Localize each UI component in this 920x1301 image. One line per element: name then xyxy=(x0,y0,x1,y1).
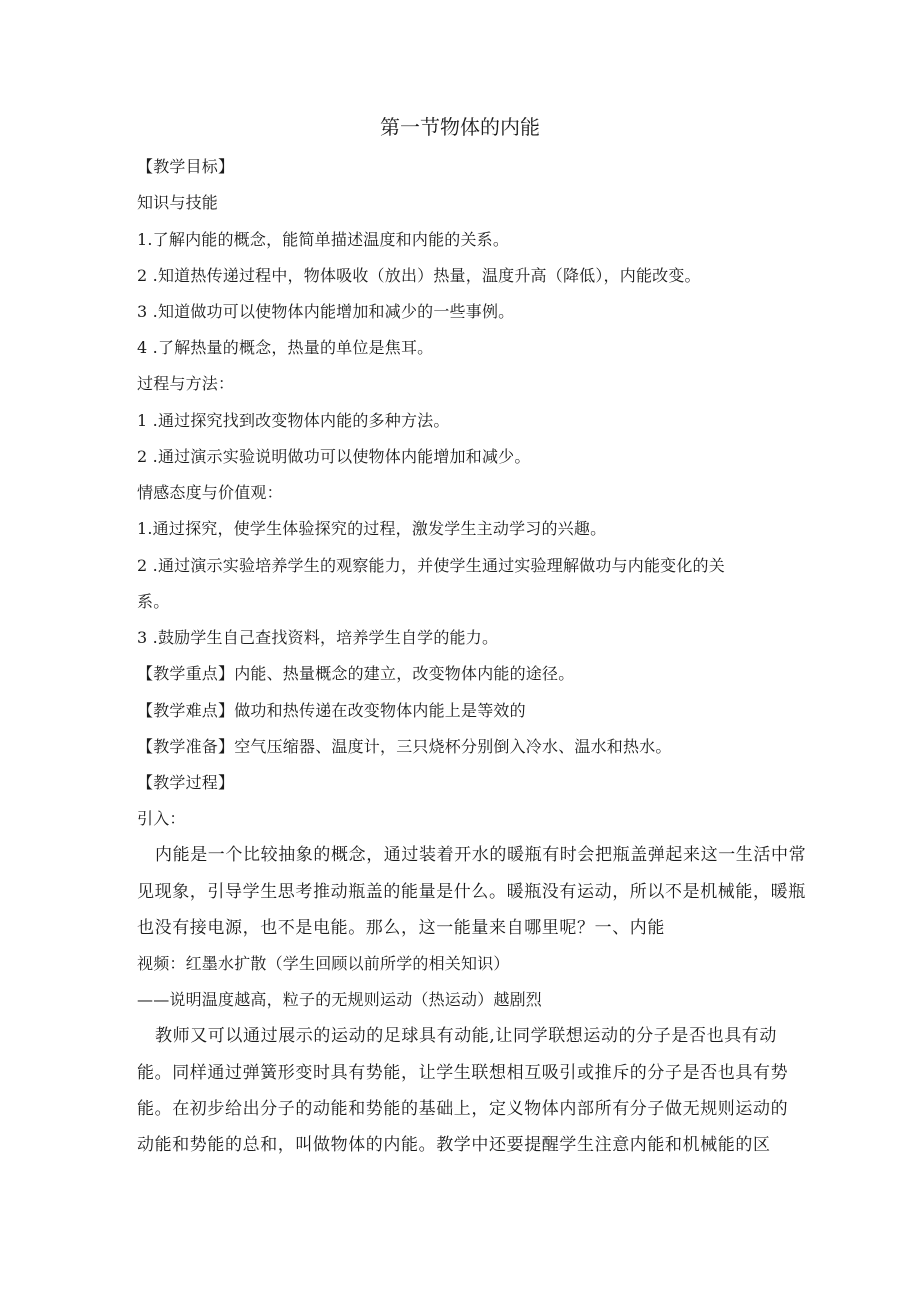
paragraph-line: 见现象，引导学生思考推动瓶盖的能量是什么。暖瓶没有运动，所以不是机械能，暖瓶 xyxy=(137,882,806,902)
objective-item: 4 .了解热量的概念，热量的单位是焦耳。 xyxy=(137,338,434,357)
paragraph-line: 也没有接电源，也不是电能。那么，这一能量来自哪里呢？一、内能 xyxy=(137,918,665,938)
objective-item: 2 .知道热传递过程中，物体吸收（放出）热量，温度升高（降低），内能改变。 xyxy=(137,266,701,285)
paragraph-line: 教师又可以通过展示的运动的足球具有动能,让同学联想运动的分子是否也具有动 xyxy=(155,1026,778,1046)
subheading-attitudes-values: 情感态度与价值观： xyxy=(137,483,283,502)
page-title: 第一节物体的内能 xyxy=(380,115,540,139)
objective-item: 1.了解内能的概念，能简单描述温度和内能的关系。 xyxy=(137,230,510,249)
teaching-difficulties: 【教学难点】做功和热传递在改变物体内能上是等效的 xyxy=(137,701,526,720)
section-heading-process: 【教学过程】 xyxy=(137,773,235,792)
objective-item: 2 .通过演示实验培养学生的观察能力，并使学生通过实验理解做功与内能变化的关 xyxy=(137,556,725,575)
objective-item: 2 .通过演示实验说明做功可以使物体内能增加和减少。 xyxy=(137,447,531,466)
teaching-preparation: 【教学准备】空气压缩器、温度计，三只烧杯分别倒入冷水、温水和热水。 xyxy=(137,737,672,756)
teaching-key-points: 【教学重点】内能、热量概念的建立，改变物体内能的途径。 xyxy=(137,664,575,683)
paragraph-line: 内能是一个比较抽象的概念，通过装着开水的暖瓶有时会把瓶盖弹起来这一生活中常 xyxy=(155,845,807,865)
explanation-note: ——说明温度越高，粒子的无规则运动（热运动）越剧烈 xyxy=(137,990,543,1009)
section-heading-objectives: 【教学目标】 xyxy=(137,157,235,176)
video-note: 视频：红墨水扩散（学生回顾以前所学的相关知识） xyxy=(137,954,510,973)
objective-item: 3 .知道做功可以使物体内能增加和减少的一些事例。 xyxy=(137,302,515,321)
paragraph-line: 动能和势能的总和，叫做物体的内能。教学中还要提醒学生注意内能和机械能的区 xyxy=(137,1135,771,1155)
subheading-knowledge-skills: 知识与技能 xyxy=(137,193,219,212)
paragraph-line: 能。同样通过弹簧形变时具有势能，让学生联想相互吸引或推斥的分子是否也具有势 xyxy=(137,1063,789,1083)
subheading-process-methods: 过程与方法： xyxy=(137,374,235,393)
objective-item: 1 .通过探究找到改变物体内能的多种方法。 xyxy=(137,411,450,430)
subheading-introduction: 引入： xyxy=(137,809,186,828)
objective-item-continued: 系。 xyxy=(137,592,170,611)
objective-item: 3 .鼓励学生自己查找资料，培养学生自学的能力。 xyxy=(137,628,499,647)
paragraph-line: 能。在初步给出分子的动能和势能的基础上，定义物体内部所有分子做无规则运动的 xyxy=(137,1099,789,1119)
objective-item: 1.通过探究，使学生体验探究的过程，激发学生主动学习的兴趣。 xyxy=(137,519,607,538)
